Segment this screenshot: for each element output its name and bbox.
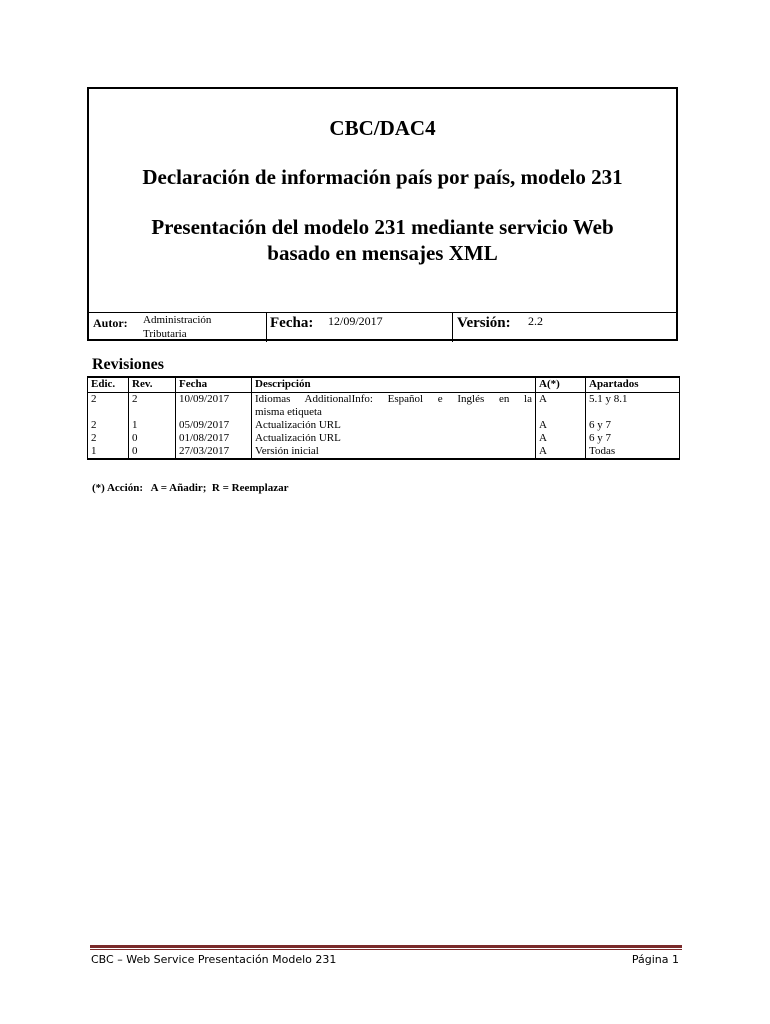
author-value-line2: Tributaria [143,328,187,340]
col-header-fecha: Fecha [176,377,252,393]
table-row [88,432,680,445]
col-header-rev: Rev. [129,377,176,393]
footer-document-title: CBC – Web Service Presentación Modelo 231 [91,953,337,966]
cell-accion: A [536,419,586,432]
cell-rev: 0 [129,445,176,459]
cell-rev: 0 [129,432,176,445]
cell-edic: 1 [88,445,129,459]
cell-descripcion-line2: misma etiqueta [255,406,322,418]
cell-edic: 2 [88,393,129,420]
cell-apartados: 6 y 7 [586,432,680,445]
col-header-accion: A(*) [536,377,586,393]
cell-accion: A [536,445,586,459]
cell-edic: 2 [88,419,129,432]
cell-descripcion-line1: Idiomas AdditionalInfo: Español e Inglés en la [255,393,532,405]
col-header-apartados: Apartados [586,377,680,393]
date-value: 12/09/2017 [328,314,383,328]
cell-apartados: Todas [586,445,680,459]
cell-fecha: 27/03/2017 [176,445,252,459]
cell-descripcion [252,393,536,420]
cell-accion: A [536,393,586,420]
table-header-row [88,377,680,393]
author-cell [89,313,266,342]
action-legend: (*) Acción: A = Añadir; R = Reemplazar [92,482,289,494]
author-value-line1: Administración [143,314,212,326]
table-row [88,393,680,420]
cell-apartados: 5.1 y 8.1 [586,393,680,420]
cell-fecha: 01/08/2017 [176,432,252,445]
meta-row [89,312,676,342]
cell-fecha: 05/09/2017 [176,419,252,432]
cell-edic: 2 [88,432,129,445]
cell-apartados: 6 y 7 [586,419,680,432]
table-row [88,445,680,459]
footer-page-number: Página 1 [631,953,679,966]
revisions-heading: Revisiones [92,356,164,373]
col-header-edic: Edic. [88,377,129,393]
footer-rule [90,945,682,948]
version-value: 2.2 [528,314,543,328]
cell-rev: 1 [129,419,176,432]
cell-accion: A [536,432,586,445]
document-code: CBC/DAC4 [329,116,436,140]
table-row [88,419,680,432]
cell-descripcion: Actualización URL [252,432,536,445]
cell-descripcion: Versión inicial [252,445,536,459]
date-label: Fecha: [270,315,314,331]
col-header-descripcion: Descripción [252,377,536,393]
date-cell [266,313,453,342]
cell-descripcion: Actualización URL [252,419,536,432]
author-label: Autor: [93,316,128,330]
version-cell [452,313,676,342]
revisions-table [87,376,680,460]
version-label: Versión: [457,315,511,331]
document-description: Presentación del modelo 231 mediante servicio Web basado en mensajes XML [151,215,614,265]
title-box [87,87,678,341]
footer-rule-thin [90,949,682,950]
document-subtitle: Declaración de información país por país, modelo 231 [142,165,623,189]
cell-fecha: 10/09/2017 [176,393,252,420]
cell-rev: 2 [129,393,176,420]
